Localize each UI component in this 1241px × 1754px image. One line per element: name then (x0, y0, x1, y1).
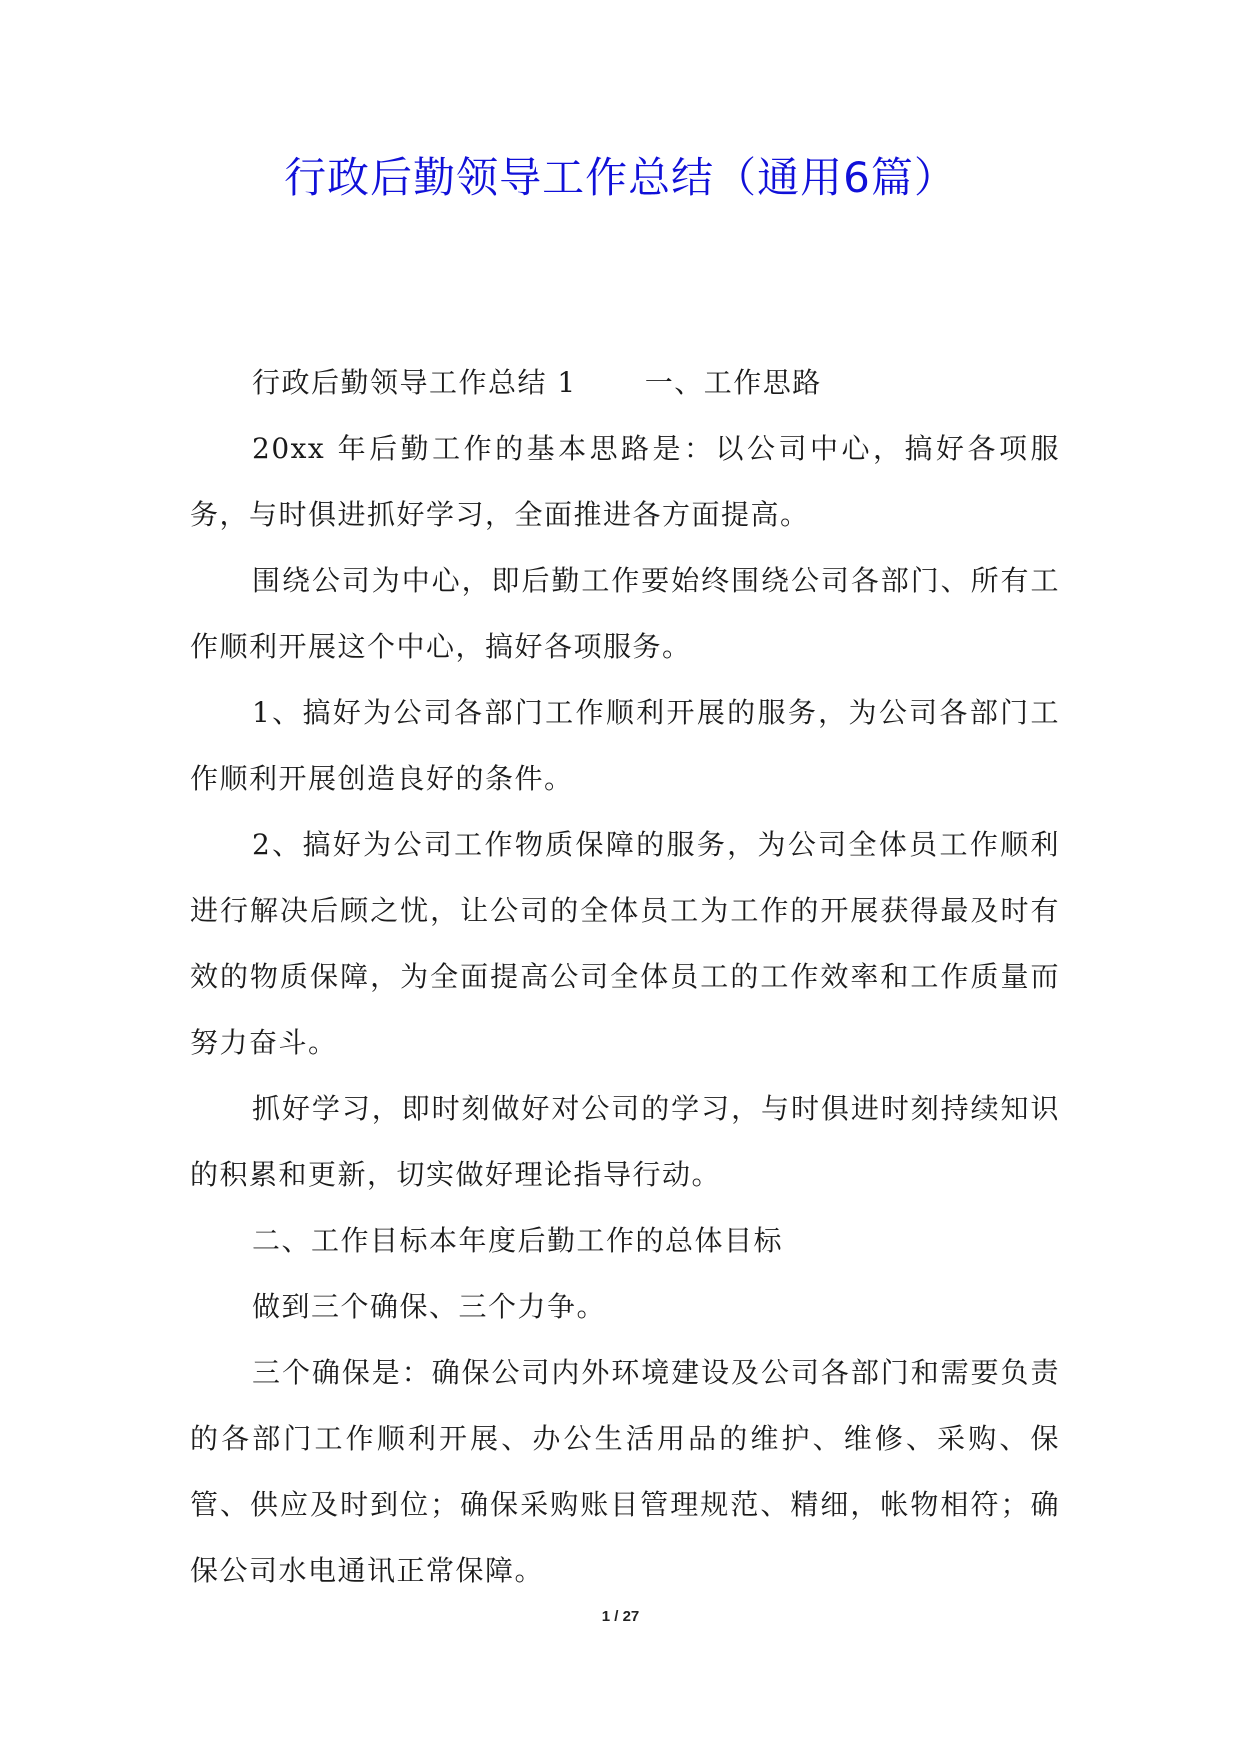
document-title: 行政后勤领导工作总结（通用6篇） (284, 153, 957, 202)
paragraph: 2、搞好为公司工作物质保障的服务，为公司全体员工作顺利进行解决后顾之忧，让公司的全体员工为工作的开展获得最及时有效的物质保障，为全面提高公司全体员工的工作效率和工作质量而努力奋斗。 (190, 828, 1060, 1059)
heading-subtitle: 一、工作思路 (644, 366, 822, 399)
paragraph: 20xx 年后勤工作的基本思路是：以公司中心，搞好各项服务，与时俱进抓好学习，全面推进各方面提高。 (190, 432, 1060, 531)
paragraph: 三个确保是：确保公司内外环境建设及公司各部门和需要负责的各部门工作顺利开展、办公生活用品的维护、维修、采购、保管、供应及时到位；确保采购账目管理规范、精细，帐物相符；确保公司水电通讯正常保障。 (190, 1356, 1060, 1587)
document-body (190, 350, 1060, 1604)
paragraph: 1、搞好为公司各部门工作顺利开展的服务，为公司各部门工作顺利开展创造良好的条件。 (190, 696, 1060, 795)
heading-title: 行政后勤领导工作总结 1 (252, 366, 577, 399)
paragraph: 围绕公司为中心，即后勤工作要始终围绕公司各部门、所有工作顺利开展这个中心，搞好各项服务。 (190, 564, 1060, 663)
page-number: 1 / 27 (601, 1608, 640, 1625)
paragraph: 抓好学习，即时刻做好对公司的学习，与时俱进时刻持续知识的积累和更新，切实做好理论指导行动。 (190, 1092, 1060, 1191)
paragraph: 二、工作目标本年度后勤工作的总体目标 (252, 1224, 784, 1257)
paragraph: 做到三个确保、三个力争。 (252, 1290, 607, 1323)
section-heading (190, 350, 1060, 416)
